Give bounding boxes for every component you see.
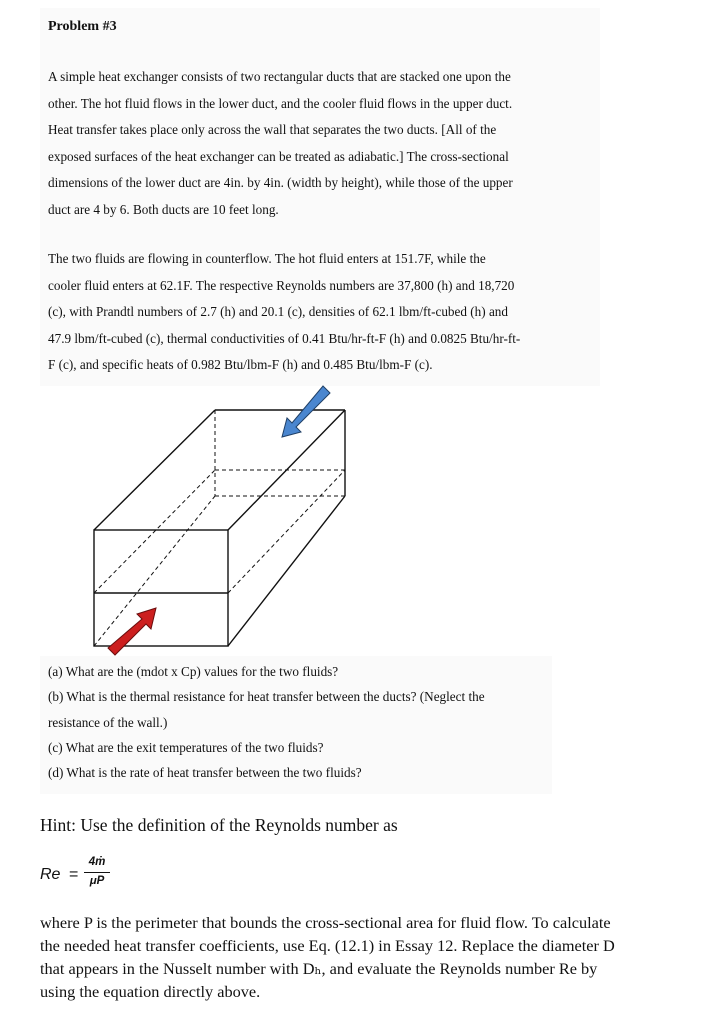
depth-edge-bottom-right bbox=[228, 496, 345, 646]
question-b: (b) What is the thermal resistance for heat transfer between the ducts? (Neglect the bbox=[48, 689, 485, 705]
depth-edge-top-left bbox=[94, 410, 215, 530]
hint-explanation bbox=[40, 911, 615, 1003]
duct-box bbox=[94, 410, 345, 646]
formula-numerator: 4ṁ bbox=[88, 856, 106, 868]
questions-list bbox=[48, 659, 485, 785]
fraction-bar bbox=[84, 872, 110, 873]
question-d: (d) What is the rate of heat transfer between the two fluids? bbox=[48, 765, 362, 781]
hidden-divider-left bbox=[94, 470, 215, 593]
text-line: exposed surfaces of the heat exchanger can be treated as adiabatic.] The cross-sectional bbox=[48, 148, 509, 164]
text-line: Heat transfer takes place only across the wall that separates the two ducts. [All of the bbox=[48, 122, 497, 137]
hint-heading: Hint: Use the definition of the Reynolds number as bbox=[40, 815, 398, 835]
text-line: F (c), and specific heats of 0.982 Btu/lbm-F (h) and 0.485 Btu/lbm-F (c). bbox=[48, 357, 433, 372]
text-line: the needed heat transfer coefficients, use Eq. (12.1) in Essay 12. Replace the diameter D bbox=[40, 936, 615, 955]
text-line: dimensions of the lower duct are 4in. by 4in. (width by height), while those of the upper bbox=[48, 175, 513, 190]
text-line: 47.9 lbm/ft-cubed (c), thermal conductivities of 0.41 Btu/hr-ft-F (h) and 0.0825 Btu/hr-ft- bbox=[48, 330, 521, 346]
text-line: other. The hot fluid flows in the lower duct, and the cooler fluid flows in the upper duct. bbox=[48, 95, 513, 111]
text-line: A simple heat exchanger consists of two rectangular ducts that are stacked one upon the bbox=[48, 69, 511, 84]
text-line: duct are 4 by 6. Both ducts are 10 feet long. bbox=[48, 201, 279, 217]
text-line: cooler fluid enters at 62.1F. The respective Reynolds numbers are 37,800 (h) and 18,720 bbox=[48, 277, 515, 293]
hot-inlet-arrow-icon bbox=[108, 608, 156, 655]
formula-lhs: Re bbox=[40, 866, 61, 883]
text-line: (c), with Prandtl numbers of 2.7 (h) and 20.1 (c), densities of 62.1 lbm/ft-cubed (h) and bbox=[48, 304, 508, 319]
problem-title: Problem #3 bbox=[48, 19, 117, 34]
question-a: (a) What are the (mdot x Cp) values for the two fluids? bbox=[48, 664, 339, 679]
hidden-divider-right bbox=[228, 470, 345, 593]
text-line: that appears in the Nusselt number with Dₕ, and evaluate the Reynolds number Re by bbox=[40, 959, 598, 978]
text-line: The two fluids are flowing in counterflow. The hot fluid enters at 151.7F, while the bbox=[48, 251, 486, 266]
formula-fraction bbox=[84, 856, 110, 887]
question-c: (c) What are the exit temperatures of the two fluids? bbox=[48, 739, 324, 755]
cold-inlet-arrow-icon bbox=[282, 386, 330, 437]
formula-equals: = bbox=[69, 866, 79, 883]
hidden-depth-bottom-left bbox=[94, 496, 215, 646]
formula-denominator: μP bbox=[89, 875, 105, 887]
text-line: where P is the perimeter that bounds the cross-sectional area for fluid flow. To calculate bbox=[40, 913, 611, 932]
front-face bbox=[94, 530, 228, 646]
hidden-edges bbox=[94, 410, 345, 646]
text-line: using the equation directly above. bbox=[40, 982, 261, 1001]
question-b-continued: resistance of the wall.) bbox=[48, 714, 168, 730]
